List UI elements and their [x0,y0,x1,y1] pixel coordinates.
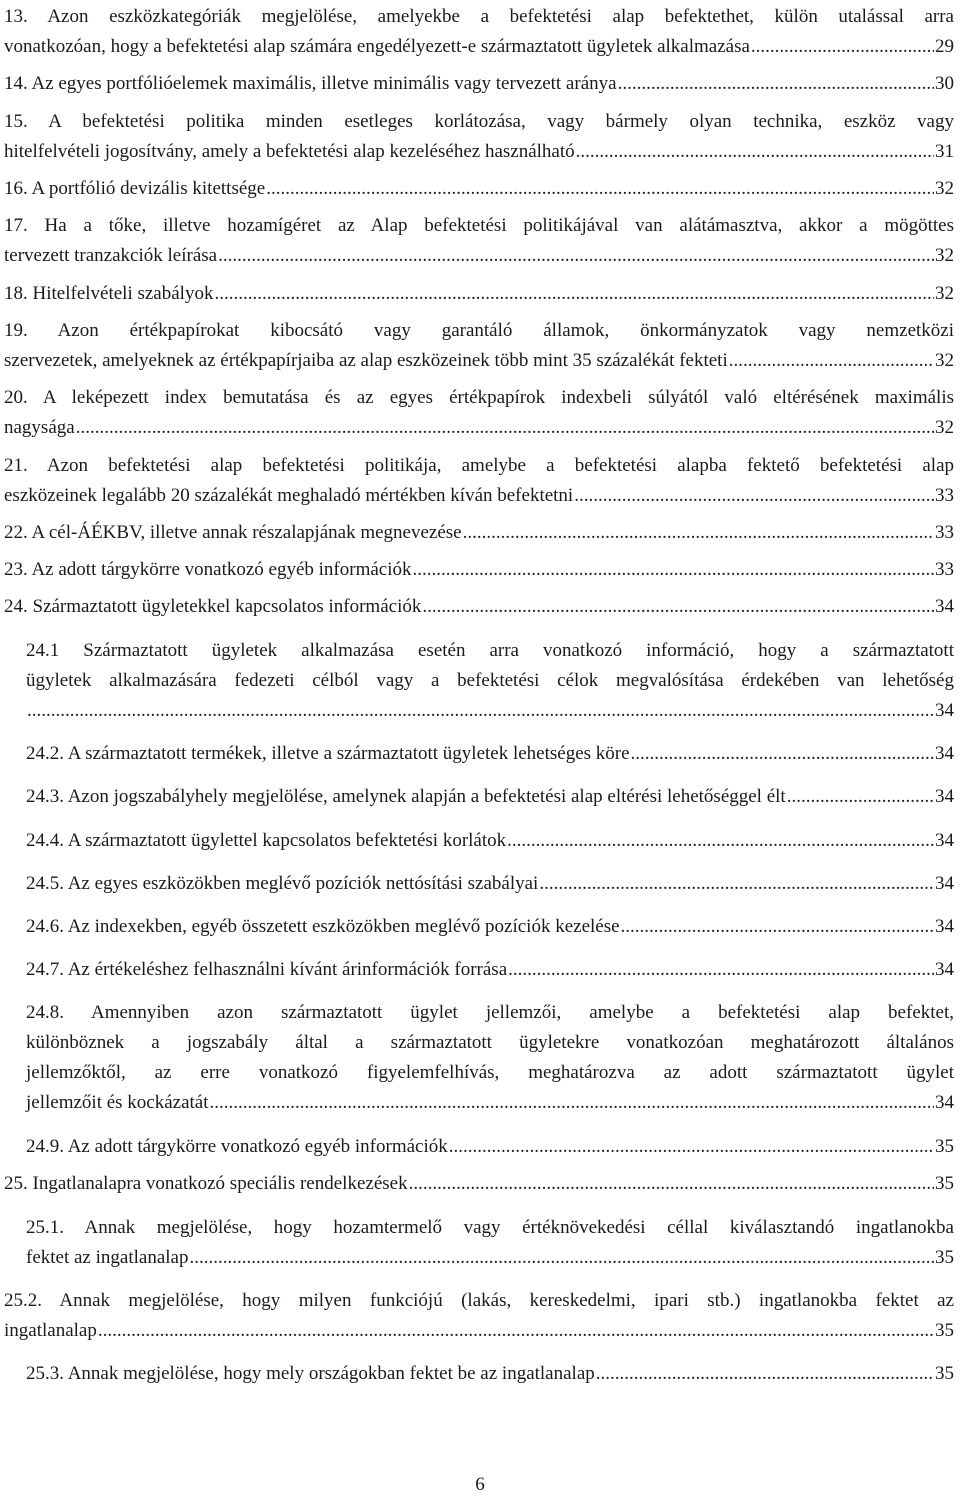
toc-entry-text: fektet az ingatlanalap [26,1246,189,1268]
toc-entry-line: 19. Azon értékpapírokat kibocsátó vagy garantáló államok, önkormányzatok vagy nemzetközi [4,319,954,341]
toc-entry-e13[interactable] [4,2,954,62]
toc-page-ref: 34 [935,699,954,721]
toc-entry-e19[interactable] [4,316,954,376]
toc-entry-line: jellemzőktől, az erre vonatkozó figyelemfelhívás, meghatározva az adott származtatott ügylet [26,1062,954,1084]
toc-entry-e24-3[interactable] [4,782,954,812]
toc-entry-text: 25. Ingatlanalapra vonatkozó speciális rendelkezések [4,1173,408,1195]
toc-page-ref: 31 [935,140,954,162]
toc-page-ref: 32 [935,282,954,304]
toc-entry-e24-9[interactable] [4,1132,954,1162]
toc-entry-e17[interactable] [4,211,954,271]
toc-entry-line: különböznek a jogszabály által a származtatott ügyletekre vonatkozóan meghatározott általános [26,1032,954,1054]
toc-entry-line: 17. Ha a tőke, illetve hozamígéret az Alap befektetési politikájával van alátámasztva, akkor a mögöttes [4,215,954,237]
toc-entry-line: 24.8. Amennyiben azon származtatott ügylet jellemzői, amelybe a befektetési alap befektet, [26,1002,954,1024]
toc-entry-text: ingatlanalap [4,1320,97,1341]
toc-entry-e24-8[interactable] [4,998,954,1118]
toc-entry-text: 14. Az egyes portfólióelemek maximális, illetve minimális vagy tervezett aránya [4,73,617,95]
dot-leader [631,739,934,769]
toc-entry-e24-4[interactable] [4,826,954,856]
toc-entry-text: 24.6. Az indexekben, egyéb összetett eszközökben meglévő pozíciók kezelése [26,916,620,937]
toc-entry-line: 25.2. Annak megjelölése, hogy milyen funkciójú (lakás, kereskedelmi, ipari stb.) ingatlanokba fektet az [4,1290,954,1311]
toc-entry-e14[interactable] [4,69,954,99]
toc-entry-line: 21. Azon befektetési alap befektetési politikája, amelybe a befektetési alapba fektető befektetési alap [4,454,954,476]
toc-entry-e23[interactable] [4,555,954,585]
toc-entry-e24-5[interactable] [4,869,954,899]
toc-entry-e22[interactable] [4,518,954,548]
toc-entry-text: eszközeinek legalább 20 százalékát meghaladó mértékben kíván befektetni [4,484,574,506]
toc-entry-e21[interactable] [4,451,954,511]
dot-leader [618,69,934,99]
toc-entry-e24[interactable] [4,592,954,622]
toc-page-ref: 30 [935,73,954,95]
dot-leader [787,782,934,812]
toc-entry-text: 24.5. Az egyes eszközökben meglévő pozíciók nettósítási szabályai [26,872,539,894]
toc-page-ref: 29 [935,36,954,57]
toc-page-ref: 35 [935,1173,954,1195]
toc-page-ref: 34 [935,829,954,851]
toc-entry-text: 24.9. Az adott tárgykörre vonatkozó egyéb információk [26,1136,448,1158]
toc-page-ref: 34 [935,872,954,894]
dot-leader [729,346,934,376]
toc-entry-line: 15. A befektetési politika minden esetleges korlátozása, vagy bármely olyan technika, eszköz vagy [4,110,954,132]
toc-entry-e25[interactable] [4,1169,954,1199]
dot-leader [751,32,934,62]
toc-entry-e25-3[interactable] [4,1359,954,1389]
dot-leader [210,1088,934,1118]
toc-entry-text: tervezett tranzakciók leírása [4,245,218,267]
toc-entry-text: hitelfelvételi jogosítvány, amely a befektetési alap kezeléséhez használható [4,140,575,162]
dot-leader [98,1316,934,1346]
toc-page-ref: 34 [935,1092,954,1114]
page-number: 6 [475,1474,485,1495]
toc-page-ref: 34 [935,786,954,808]
toc-entry-line: 25.1. Annak megjelölése, hogy hozamtermelő vagy értéknövekedési céllal kiválasztandó ingatlanokba [26,1216,954,1238]
dot-leader [449,1132,934,1162]
dot-leader [596,1359,934,1389]
toc-entry-line: 24.1 Származtatott ügyletek alkalmazása esetén arra vonatkozó információ, hogy a származtatott [26,639,954,661]
toc-entry-e20[interactable] [4,383,954,443]
dot-leader [508,955,934,985]
dot-leader [76,413,934,443]
toc-entry-e24-2[interactable] [4,739,954,769]
toc-page-ref: 34 [935,743,954,765]
toc-page-ref: 35 [935,1320,954,1341]
toc-entry-text: 24.3. Azon jogszabályhely megjelölése, amelynek alapján a befektetési alap eltérési lehetőséggel élt [26,786,786,808]
dot-leader [507,826,934,856]
toc-entry-text: 16. A portfólió devizális kitettsége [4,178,266,199]
dot-leader [413,555,935,585]
dot-leader [27,696,934,726]
dot-leader [574,481,934,511]
toc-entry-e16[interactable] [4,174,954,204]
toc-entry-text: 24.4. A származtatott ügylettel kapcsolatos befektetési korlátok [26,829,507,851]
toc-page-ref: 32 [935,245,954,267]
dot-leader [539,869,934,899]
toc-entry-text: 24. Származtatott ügyletekkel kapcsolatos információk [4,596,422,618]
toc-page-ref: 33 [935,559,954,581]
dot-leader [422,592,934,622]
toc-entry-e24-1[interactable] [4,636,954,726]
toc-entry-text: 18. Hitelfelvételi szabályok [4,282,214,304]
dot-leader [463,518,934,548]
toc-page-ref: 32 [935,349,954,371]
toc-page-ref: 34 [935,916,954,937]
toc-entry-text: nagysága [4,417,75,439]
toc-entry-text: 23. Az adott tárgykörre vonatkozó egyéb információk [4,559,412,581]
dot-leader [266,174,934,204]
toc-entry-text: 24.2. A származtatott termékek, illetve a származtatott ügyletek lehetséges köre [26,743,630,765]
toc-page-ref: 32 [935,178,954,199]
toc-page-ref: 35 [935,1363,954,1385]
toc-page-ref: 34 [935,959,954,981]
toc-entry-line: ügyletek alkalmazására fedezeti célból vagy a befektetési célok megvalósítása érdekében van lehetőség [26,669,954,691]
toc-entry-e18[interactable] [4,279,954,309]
toc-entry-text: 22. A cél-ÁÉKBV, illetve annak részalapjának megnevezése [4,522,462,543]
toc-entry-e24-6[interactable] [4,912,954,942]
toc-entry-text: vonatkozóan, hogy a befektetési alap számára engedélyezett-e származtatott ügyletek alkalmazása [4,36,750,57]
dot-leader [218,241,934,271]
toc-entry-line: 20. A leképezett index bemutatása és az egyes értékpapírok indexbeli súlyától való eltérésének maximális [4,387,954,409]
toc-page-ref: 35 [935,1246,954,1268]
toc-entry-e25-1[interactable] [4,1213,954,1273]
toc-entry-text: szervezetek, amelyeknek az értékpapírjaiba az alap eszközeinek több mint 35 százalékát fekteti [4,349,728,371]
dot-leader [214,279,934,309]
toc-entry-e24-7[interactable] [4,955,954,985]
dot-leader [576,137,934,167]
dot-leader [409,1169,934,1199]
toc-entry-text: jellemzőit és kockázatát [26,1092,209,1114]
toc-page-ref: 33 [935,522,954,543]
toc-entry-text: 25.3. Annak megjelölése, hogy mely országokban fektet be az ingatlanalap [26,1363,595,1385]
toc-entry-line: 13. Azon eszközkategóriák megjelölése, amelyekbe a befektetési alap befektethet, külön utalással arra [4,6,954,27]
toc-page-ref: 34 [935,596,954,618]
toc-entry-text: 24.7. Az értékeléshez felhasználni kívánt árinformációk forrása [26,959,508,981]
toc-entry-e15[interactable] [4,107,954,167]
toc-page-ref: 32 [935,417,954,439]
toc-page-ref: 33 [935,484,954,506]
toc-page-ref: 35 [935,1136,954,1158]
dot-leader [621,912,934,942]
dot-leader [189,1243,934,1273]
toc-entry-e25-2[interactable] [4,1286,954,1346]
